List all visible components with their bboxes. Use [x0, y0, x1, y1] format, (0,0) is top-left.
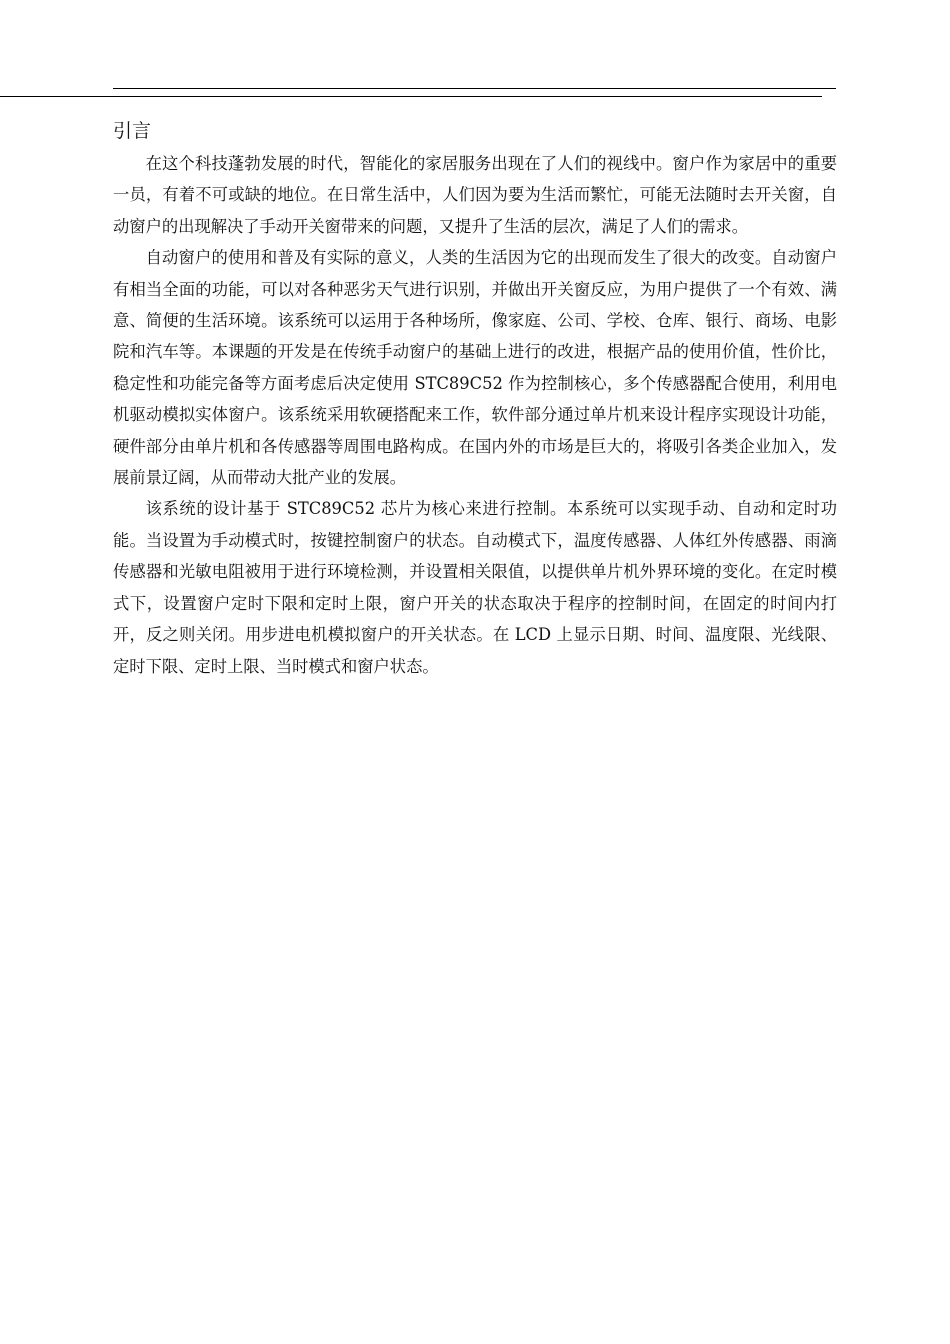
section-title: 引言 [113, 120, 152, 142]
header-rule-bottom [0, 96, 822, 97]
paragraph-2: 自动窗户的使用和普及有实际的意义，人类的生活因为它的出现而发生了很大的改变。自动窗户有相当全面的功能，可以对各种恶劣天气进行识别，并做出开关窗反应，为用户提供了一个有效、满意、简便的生活环境。该系统可以运用于各种场所，像家庭、公司、学校、仓库、银行、商场、电影院和汽车等。本课题的开发是在传统手动窗户的基础上进行的改进，根据产品的使用价值，性价比，稳定性和功能完备等方面考虑后决定使用 STC89C52 作为控制核心，多个传感器配合使用，利用电机驱动模拟实体窗户。该系统采用软硬搭配来工作，软件部分通过单片机来设计程序实现设计功能，硬件部分由单片机和各传感器等周围电路构成。在国内外的市场是巨大的，将吸引各类企业加入，发展前景辽阔，从而带动大批产业的发展。 [113, 248, 837, 488]
header-rule-top [113, 88, 836, 89]
document-body [113, 116, 837, 682]
paragraph-1: 在这个科技蓬勃发展的时代，智能化的家居服务出现在了人们的视线中。窗户作为家居中的重要一员，有着不可或缺的地位。在日常生活中，人们因为要为生活而繁忙，可能无法随时去开关窗，自动窗户的出现解决了手动开关窗带来的问题，又提升了生活的层次，满足了人们的需求。 [113, 154, 837, 236]
paragraph-3: 该系统的设计基于 STC89C52 芯片为核心来进行控制。本系统可以实现手动、自动和定时功能。当设置为手动模式时，按键控制窗户的状态。自动模式下，温度传感器、人体红外传感器、雨滴传感器和光敏电阻被用于进行环境检测，并设置相关限值，以提供单片机外界环境的变化。在定时模式下，设置窗户定时下限和定时上限，窗户开关的状态取决于程序的控制时间，在固定的时间内打开，反之则关闭。用步进电机模拟窗户的开关状态。在 LCD 上显示日期、时间、温度限、光线限、定时下限、定时上限、当时模式和窗户状态。 [113, 499, 837, 676]
